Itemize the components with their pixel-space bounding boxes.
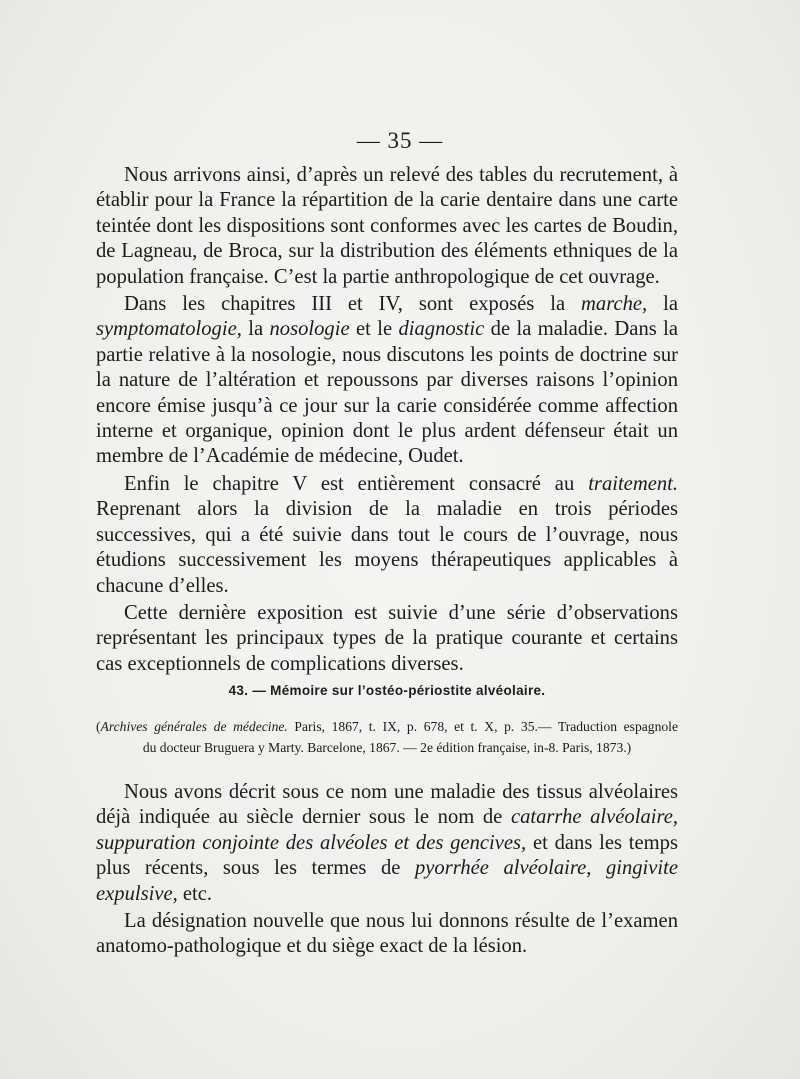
text-run: , la xyxy=(236,318,270,341)
text-run: Nous avons décrit sous ce nom une maladie des tissus alvéolaires déjà indiquée au siècle dernier sous le nom de xyxy=(96,781,678,829)
body-text-upper xyxy=(96,163,678,677)
paragraph-designation: La désignation nouvelle que nous lui donnons résulte de l’examen anatomo-pathologique et du siège exact de la lésion. xyxy=(96,910,678,958)
text-run: de la maladie. Dans la partie relative à la nosologie, nous discutons les points de doctrine sur la nature de l’altération et repoussons par diverses raisons l’opinion encore émise jusqu’à ce jour sur la carie considérée comme affection interne et organique, opinion dont le plus ardent défenseur était un membre de l’Académie de médecine, Oudet. xyxy=(96,318,679,468)
text-run: Reprenant alors la division de la maladie en trois périodes successives, qui a été suivie dans tout le cours de l’ouvrage, nous étudions successivement les moyens thérapeutiques applicables à chacune d’elles. xyxy=(96,498,678,597)
section-heading: 43. — Mémoire sur l’ostéo-périostite alvéolaire. xyxy=(228,683,546,698)
paragraph-chapitres xyxy=(96,292,678,470)
text-run: Dans les chapitres III et IV, sont exposés la xyxy=(124,293,582,316)
text-run: Enfin le chapitre V est entièrement consacré au xyxy=(124,472,589,495)
bibliographic-reference xyxy=(96,716,678,758)
reference-line-1 xyxy=(96,716,678,737)
paragraph-recrutement: Nous arrivons ainsi, d’après un relevé des tables du recrutement, à établir pour la France la répartition de la carie dentaire dans une carte teintée dont les dispositions sont conformes avec les cartes de Boudin, de Lagneau, de Broca, sur la distribution des éléments ethniques de la population française. C’est la partie anthropologique de cet ouvrage. xyxy=(96,164,678,288)
italic-term: traitement. xyxy=(588,472,678,495)
paragraph-description xyxy=(96,780,678,907)
paragraph-observations: Cette dernière exposition est suivie d’une série d’observations représentant les principaux types de la pratique courante et certains cas exceptionnels de complications diverses. xyxy=(96,601,678,675)
text-run: et le xyxy=(349,318,399,341)
text-run: etc. xyxy=(177,882,213,905)
journal-title: Archives générales de médecine. xyxy=(100,719,288,734)
italic-term: marche xyxy=(581,293,643,316)
reference-details: Paris, 1867, t. IX, p. 678, et t. X, p. 35.— Traduction espagnole xyxy=(287,719,678,734)
body-text-lower xyxy=(96,780,678,960)
text-run: et dans les temps plus récents, sous les termes de xyxy=(96,831,678,880)
italic-term: catarrhe alvéolaire, suppuration conjointe des alvéoles et des gencives, xyxy=(96,806,678,854)
reference-line-2: du docteur Bruguera y Marty. Barcelone, 1867. — 2e édition française, in-8. Paris, 1873.) xyxy=(142,740,632,755)
italic-term: diagnostic xyxy=(398,318,485,341)
paragraph-traitement xyxy=(96,472,678,599)
text-run: , la xyxy=(642,293,678,316)
italic-term: symptomatologie xyxy=(96,318,237,341)
italic-term: pyorrhée alvéolaire, gingivite expulsive, xyxy=(96,857,679,905)
open-paren: ( xyxy=(96,719,101,734)
italic-term: nosologie xyxy=(269,318,350,341)
page-number: — 35 — xyxy=(356,128,444,153)
